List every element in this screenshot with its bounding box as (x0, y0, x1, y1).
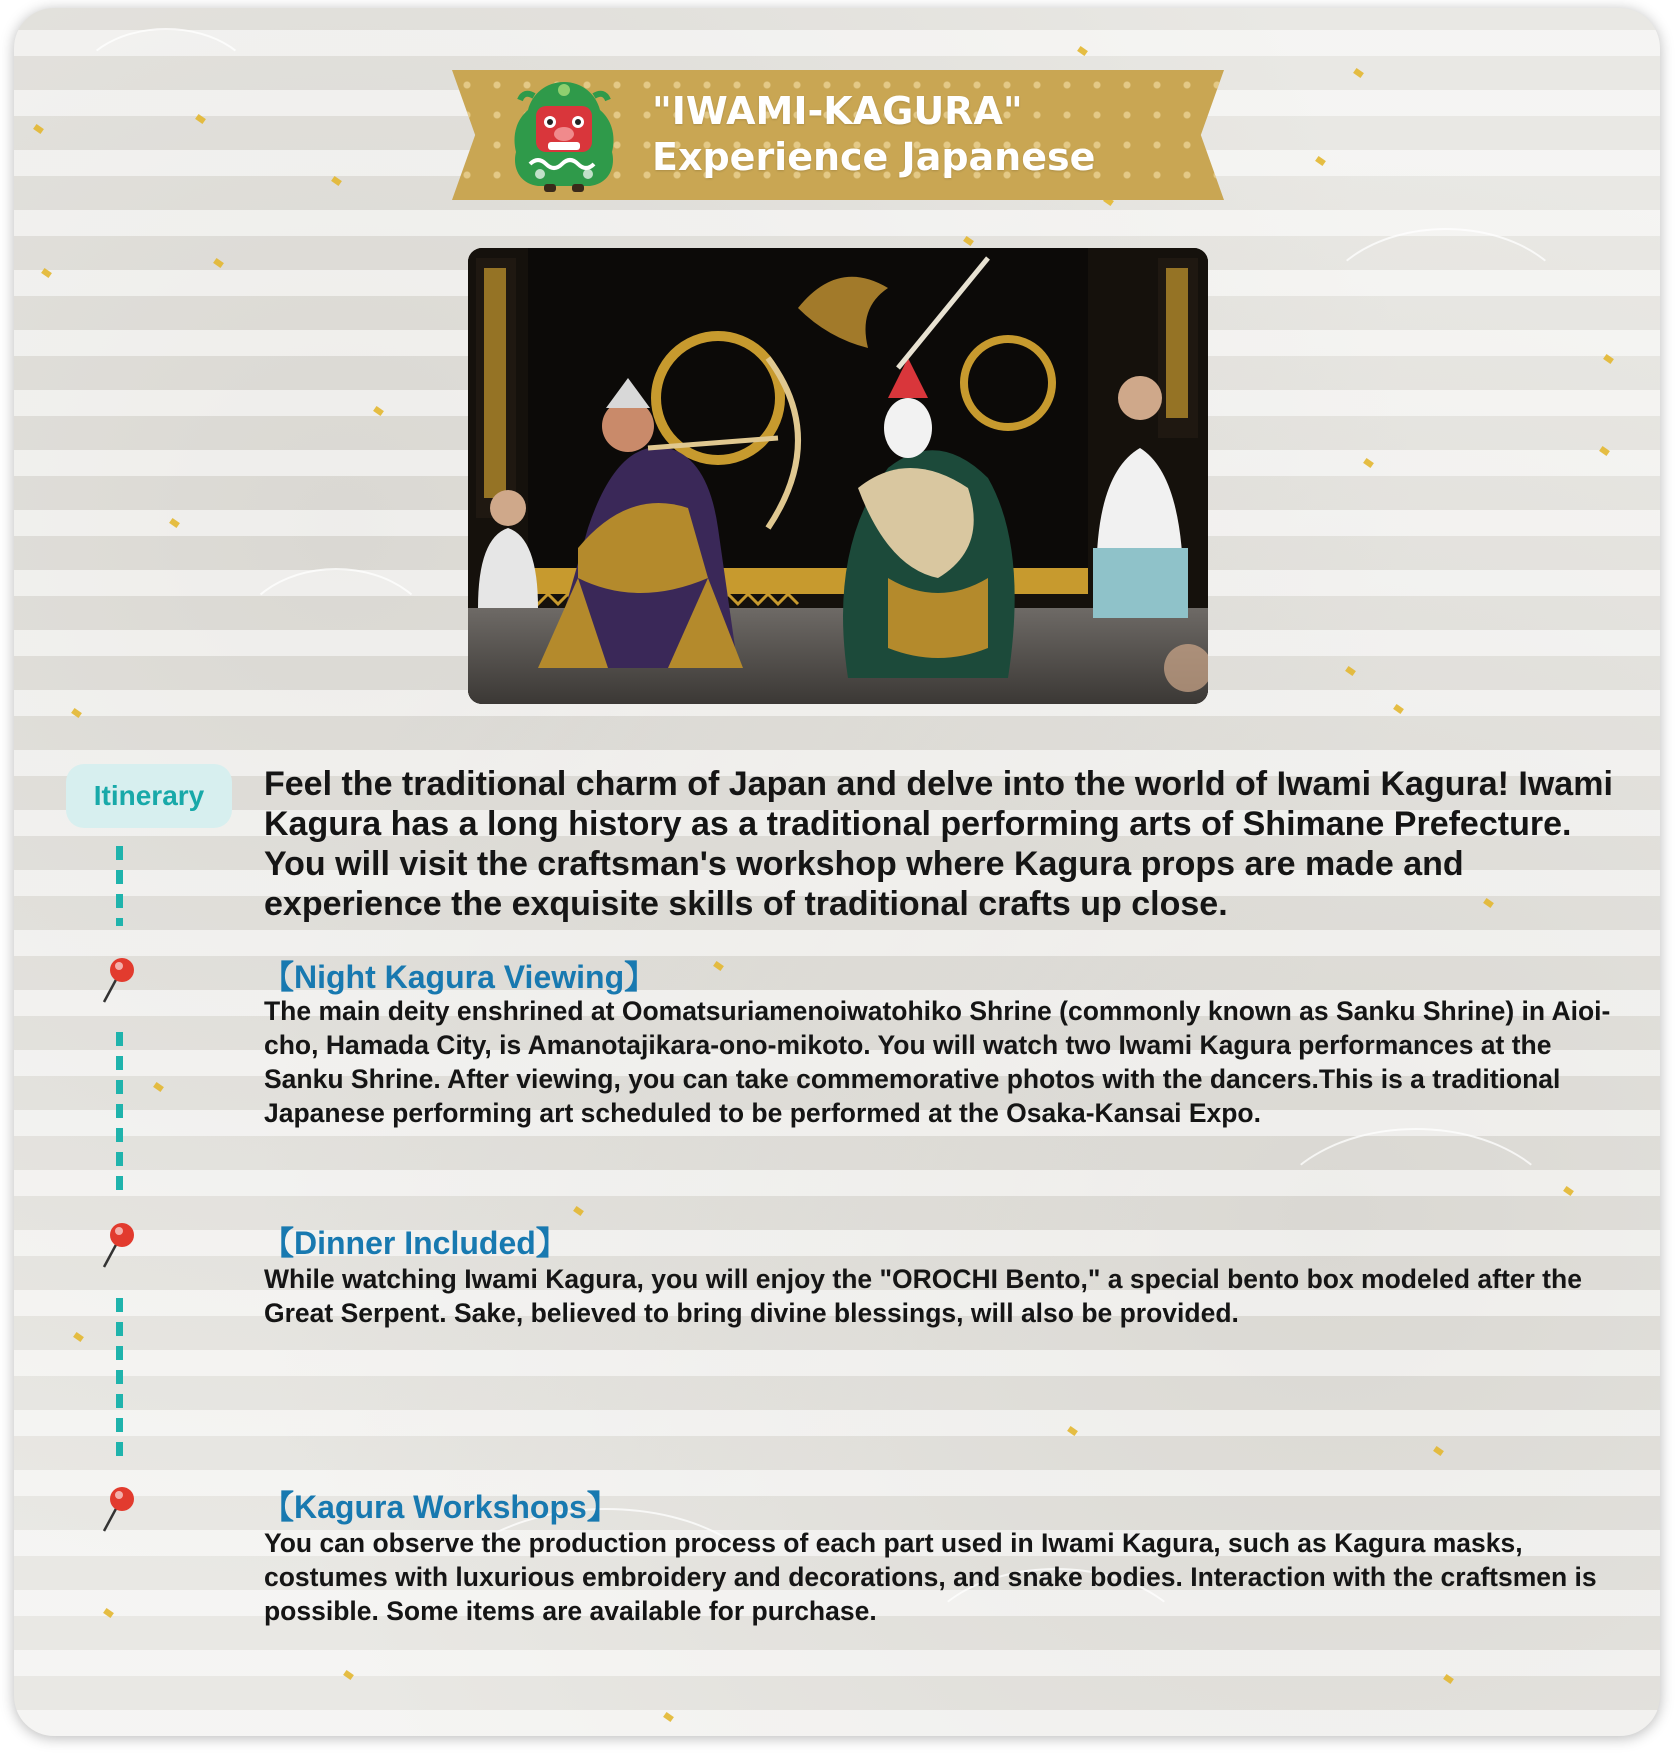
gold-fleck (1345, 666, 1356, 676)
gold-fleck (1315, 156, 1326, 166)
itinerary-badge: Itinerary (66, 764, 232, 828)
gold-fleck (103, 1608, 114, 1618)
kagura-performance-photo (468, 248, 1208, 704)
gold-fleck (1393, 704, 1404, 714)
gold-fleck (1067, 1426, 1078, 1436)
section-title-workshops: 【Kagura Workshops】 (262, 1489, 619, 1525)
section-title-night-kagura: 【Night Kagura Viewing】 (262, 959, 657, 995)
map-pin-icon (100, 1221, 140, 1271)
gold-fleck (33, 124, 44, 134)
gold-fleck (663, 1712, 674, 1722)
gold-fleck (573, 1206, 584, 1216)
gold-fleck (1563, 1186, 1574, 1196)
banner-title-line2: Experience Japanese (652, 135, 1096, 179)
gold-fleck (73, 1332, 84, 1342)
gold-fleck (213, 258, 224, 268)
gold-fleck (169, 518, 180, 528)
gold-fleck (1353, 68, 1364, 78)
section-body-workshops: You can observe the production process of each part used in Iwami Kagura, such as Kagura masks, costumes with luxurious embroidery and decorations, and snake bodies. Interaction with the craftsmen is possible. Some items are available for purchase. (264, 1528, 1597, 1626)
gold-fleck (713, 961, 724, 971)
gold-fleck (153, 1082, 164, 1092)
gold-fleck (343, 1670, 354, 1680)
gold-fleck (41, 268, 52, 278)
gold-fleck (1077, 46, 1088, 56)
kagura-lion-mascot-icon (504, 76, 624, 196)
paper-fiber (234, 568, 438, 722)
timeline-dash (116, 1032, 123, 1192)
gold-fleck (373, 406, 384, 416)
gold-fleck (71, 708, 82, 718)
banner-title (652, 88, 1095, 180)
timeline-dash (116, 846, 123, 926)
map-pin-icon (100, 1485, 140, 1535)
section-body-dinner: While watching Iwami Kagura, you will enjoy the "OROCHI Bento," a special bento box modeled after the Great Serpent. Sake, believed to bring divine blessings, will also be provided. (264, 1264, 1582, 1328)
gold-fleck (1603, 354, 1614, 364)
gold-fleck (1599, 446, 1610, 456)
gold-fleck (331, 176, 342, 186)
map-pin-icon (100, 956, 140, 1006)
banner-title-line1: "IWAMI-KAGURA" (652, 89, 1023, 133)
paper-fiber (1314, 228, 1578, 412)
gold-fleck (1443, 1674, 1454, 1684)
gold-fleck (963, 236, 974, 246)
section-title-dinner: 【Dinner Included】 (262, 1225, 568, 1261)
section-body-night-kagura: The main deity enshrined at Oomatsuriamenoiwatohiko Shrine (commonly known as Sanku Shrine) in Aioi-cho, Hamada City, is Amanotajikara-ono-mikoto. You will watch two Iwami Kagura performances at the Sanku Shrine. After viewing, you can take commemorative photos with the dancers.This is a traditional Japanese performing art scheduled to be performed at the Osaka-Kansai Expo. (264, 996, 1611, 1128)
timeline-dash (116, 1298, 123, 1462)
kagura-stage-illustration (468, 248, 1208, 704)
title-banner (452, 70, 1224, 200)
paper-fiber (74, 28, 258, 152)
gold-fleck (1363, 458, 1374, 468)
gold-fleck (1433, 1446, 1444, 1456)
itinerary-intro: Feel the traditional charm of Japan and delve into the world of Iwami Kagura! Iwami Kagura has a long history as a traditional performing arts of Shimane Prefecture. You will visit the craftsman's workshop where Kagura props are made and experience the exquisite skills of traditional crafts up close. (264, 765, 1613, 923)
